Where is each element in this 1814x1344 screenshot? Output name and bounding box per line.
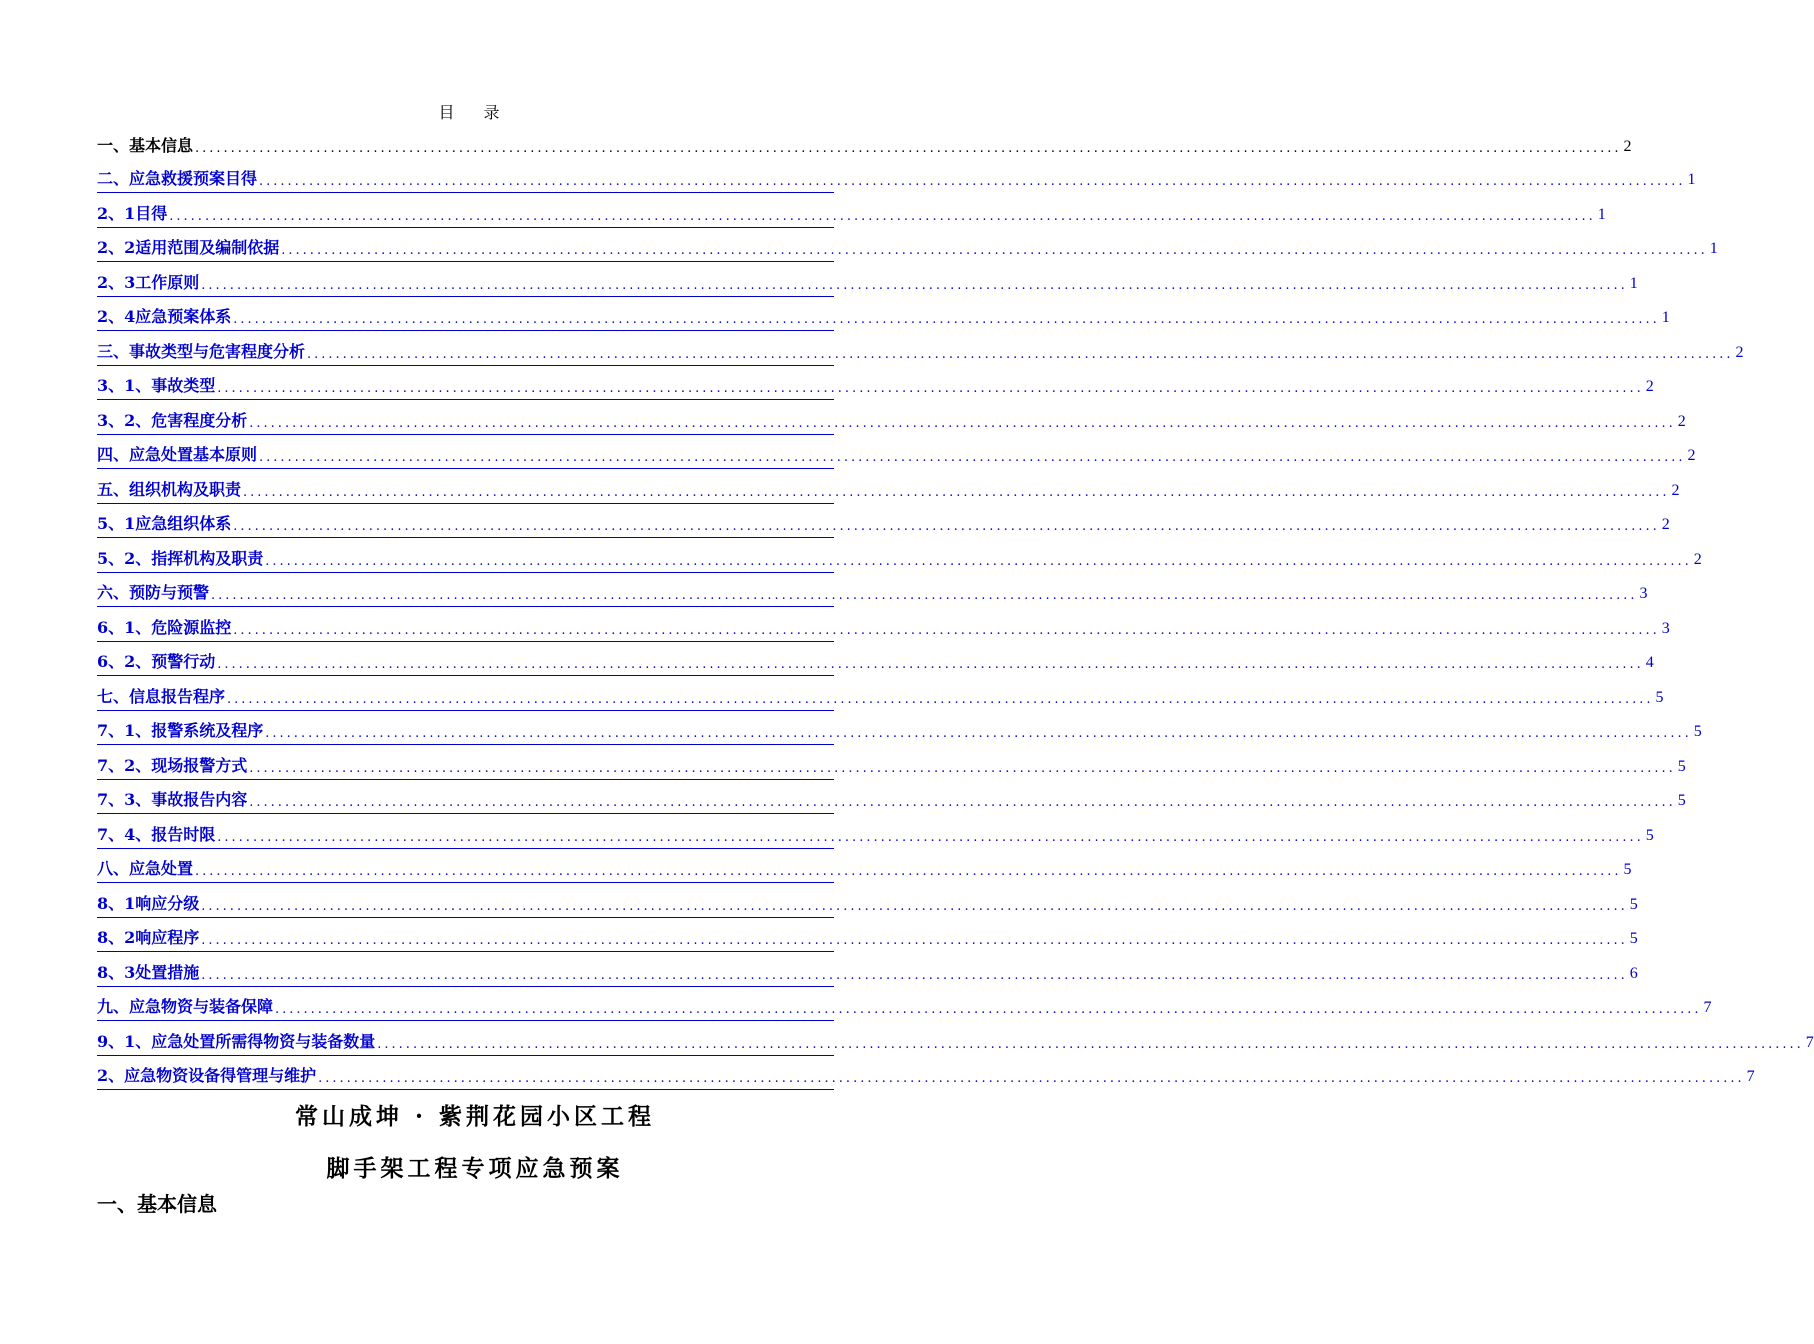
toc-entry-page: 7 xyxy=(1746,1068,1755,1085)
toc-entry[interactable] xyxy=(97,573,1648,608)
toc-entry-page: 2 xyxy=(1687,447,1696,464)
toc-entry-label: 七、信息报告程序 xyxy=(97,686,226,706)
toc-entry-page: 1 xyxy=(1629,274,1638,292)
toc-entry-label: 8、1响应分级 xyxy=(97,893,200,913)
toc-entry-label: 2、2适用范围及编制依据 xyxy=(97,238,280,257)
toc-entry-label: 五、组织机构及职责 xyxy=(97,479,242,499)
toc-entry-label: 3、2、危害程度分析 xyxy=(97,410,248,430)
toc-entry-label: 9、1、应急处置所需得物资与装备数量 xyxy=(97,1031,376,1051)
toc-entry-page: 5 xyxy=(1623,861,1632,878)
toc-entry-page: 3 xyxy=(1639,585,1648,602)
toc-entry-page: 6 xyxy=(1629,964,1638,982)
toc-leader-dots: ........................................................................................................................................................................................................ xyxy=(227,691,1654,707)
toc-entry[interactable] xyxy=(97,642,1654,677)
toc-entry[interactable] xyxy=(97,262,1638,297)
toc-entry-page: 7 xyxy=(1703,999,1712,1016)
toc-leader-dots: ........................................................................................................................................................................................................ xyxy=(233,622,1660,638)
toc-entry-label: 7、4、报告时限 xyxy=(97,824,216,844)
toc-entry-label: 7、3、事故报告内容 xyxy=(97,790,248,809)
toc-entry-page: 2 xyxy=(1661,516,1670,533)
toc-entry-label: 2、应急物资设备得管理与维护 xyxy=(97,1066,317,1085)
toc-entry-label: 8、2响应程序 xyxy=(97,928,200,947)
toc-entry-page: 1 xyxy=(1661,309,1670,326)
toc-entry[interactable] xyxy=(97,918,1638,953)
toc-entry[interactable] xyxy=(97,228,1718,263)
toc-entry-page: 5 xyxy=(1629,895,1638,913)
toc-leader-dots: ........................................................................................................................................................................................................ xyxy=(307,346,1734,362)
toc-leader-dots: ........................................................................................................................................................................................................ xyxy=(217,657,1644,672)
toc-entry-label: 2、4应急预案体系 xyxy=(97,307,232,326)
toc-entry-label: 7、2、现场报警方式 xyxy=(97,755,248,775)
toc-entry-label: 八、应急处置 xyxy=(97,859,194,878)
toc-entry-label: 2、1目得 xyxy=(97,203,168,223)
toc-entry[interactable] xyxy=(97,952,1638,987)
toc-leader-dots: ........................................................................................................................................................................................................ xyxy=(265,726,1692,741)
toc-leader-dots: ........................................................................................................................................................................................................ xyxy=(201,898,1628,914)
toc-leader-dots: ........................................................................................................................................................................................................ xyxy=(281,243,1708,258)
toc-entry-page: 5 xyxy=(1677,757,1686,775)
toc-leader-dots: ........................................................................................................................................................................................................ xyxy=(201,933,1628,948)
toc-entry-page: 2 xyxy=(1693,550,1702,568)
toc-leader-dots: ........................................................................................................................................................................................................ xyxy=(243,484,1670,500)
toc-entry-label: 四、应急处置基本原则 xyxy=(97,445,258,464)
toc-entry[interactable] xyxy=(97,814,1654,849)
toc-entry-label: 九、应急物资与装备保障 xyxy=(97,997,274,1016)
toc-entry[interactable] xyxy=(97,1021,1814,1056)
toc-entry-page: 5 xyxy=(1645,826,1654,844)
toc-leader-dots: ........................................................................................................................................................................................................ xyxy=(249,415,1676,431)
toc-entry-page: 1 xyxy=(1597,205,1606,223)
toc-entry-page: 2 xyxy=(1671,481,1680,499)
toc-entry-label: 5、2、指挥机构及职责 xyxy=(97,548,264,568)
toc-entry-page: 7 xyxy=(1805,1033,1814,1051)
toc-entry-page: 4 xyxy=(1645,654,1654,671)
toc-entry-page: 1 xyxy=(1709,240,1718,257)
toc-leader-dots: ........................................................................................................................................................................................................ xyxy=(265,553,1692,569)
toc-entry[interactable] xyxy=(97,607,1670,642)
toc-entry-page: 5 xyxy=(1629,930,1638,947)
toc-leader-dots: ........................................................................................................................................................................................................ xyxy=(195,864,1622,879)
toc-entry[interactable] xyxy=(97,331,1744,366)
section-heading-basic-info: 一、基本信息 xyxy=(97,1192,217,1216)
toc-entry[interactable] xyxy=(97,400,1686,435)
toc-entry-label: 2、3工作原则 xyxy=(97,272,200,292)
toc-entry-label: 六、预防与预警 xyxy=(97,583,210,602)
toc-entry xyxy=(97,124,1632,159)
toc-leader-dots: ........................................................................................................................................................................................................ xyxy=(201,277,1628,293)
toc-entry[interactable] xyxy=(97,297,1670,332)
toc-entry-page: 2 xyxy=(1735,343,1744,361)
table-of-contents xyxy=(97,124,1814,1090)
toc-leader-dots: ........................................................................................................................................................................................................ xyxy=(233,519,1660,534)
toc-leader-dots: ........................................................................................................................................................................................................ xyxy=(195,140,1622,156)
toc-leader-dots: ........................................................................................................................................................................................................ xyxy=(249,760,1676,776)
toc-leader-dots: ........................................................................................................................................................................................................ xyxy=(318,1071,1745,1086)
toc-entry-label: 7、1、报警系统及程序 xyxy=(97,721,264,740)
toc-leader-dots: ........................................................................................................................................................................................................ xyxy=(259,174,1686,189)
toc-leader-dots: ........................................................................................................................................................................................................ xyxy=(217,829,1644,845)
toc-leader-dots: ........................................................................................................................................................................................................ xyxy=(249,795,1676,810)
toc-leader-dots: ........................................................................................................................................................................................................ xyxy=(233,312,1660,327)
toc-entry-page: 2 xyxy=(1677,412,1686,430)
toc-entry[interactable] xyxy=(97,745,1686,780)
toc-title: 目 录 xyxy=(438,103,512,122)
document-title-line2: 脚手架工程专项应急预案 xyxy=(326,1155,624,1182)
toc-leader-dots: ........................................................................................................................................................................................................ xyxy=(275,1002,1702,1017)
toc-leader-dots: ........................................................................................................................................................................................................ xyxy=(377,1036,1804,1052)
toc-leader-dots: ........................................................................................................................................................................................................ xyxy=(201,967,1628,983)
toc-entry[interactable] xyxy=(97,435,1696,470)
toc-entry-page: 5 xyxy=(1693,723,1702,740)
toc-entry[interactable] xyxy=(97,538,1702,573)
toc-entry-page: 2 xyxy=(1645,378,1654,395)
toc-entry[interactable] xyxy=(97,987,1712,1022)
toc-leader-dots: ........................................................................................................................................................................................................ xyxy=(217,381,1644,396)
toc-entry-label: 6、1、危险源监控 xyxy=(97,617,232,637)
toc-entry[interactable] xyxy=(97,676,1664,711)
toc-entry[interactable] xyxy=(97,193,1606,228)
toc-entry[interactable] xyxy=(97,1056,1755,1091)
toc-entry[interactable] xyxy=(97,849,1632,884)
toc-entry[interactable] xyxy=(97,469,1680,504)
toc-entry-label: 一、基本信息 xyxy=(97,135,194,155)
toc-entry-label: 3、1、事故类型 xyxy=(97,376,216,395)
document-title-line1: 常山成坤 · 紫荆花园小区工程 xyxy=(294,1103,656,1130)
toc-entry-page: 5 xyxy=(1655,688,1664,706)
toc-entry-label: 二、应急救援预案目得 xyxy=(97,169,258,188)
toc-leader-dots: ........................................................................................................................................................................................................ xyxy=(259,450,1686,465)
toc-entry-page: 5 xyxy=(1677,792,1686,809)
toc-entry[interactable] xyxy=(97,711,1702,746)
toc-entry[interactable] xyxy=(97,780,1686,815)
toc-entry-page: 1 xyxy=(1687,171,1696,188)
toc-entry-label: 三、事故类型与危害程度分析 xyxy=(97,341,306,361)
toc-entry-page: 3 xyxy=(1661,619,1670,637)
toc-entry[interactable] xyxy=(97,366,1654,401)
toc-entry[interactable] xyxy=(97,504,1670,539)
toc-entry-label: 6、2、预警行动 xyxy=(97,652,216,671)
toc-entry[interactable] xyxy=(97,159,1696,194)
toc-leader-dots: ........................................................................................................................................................................................................ xyxy=(169,208,1596,224)
toc-entry-page: 2 xyxy=(1623,137,1632,155)
toc-entry-label: 8、3处置措施 xyxy=(97,962,200,982)
toc-entry-label: 5、1应急组织体系 xyxy=(97,514,232,533)
toc-leader-dots: ........................................................................................................................................................................................................ xyxy=(211,588,1638,603)
toc-entry[interactable] xyxy=(97,883,1638,918)
